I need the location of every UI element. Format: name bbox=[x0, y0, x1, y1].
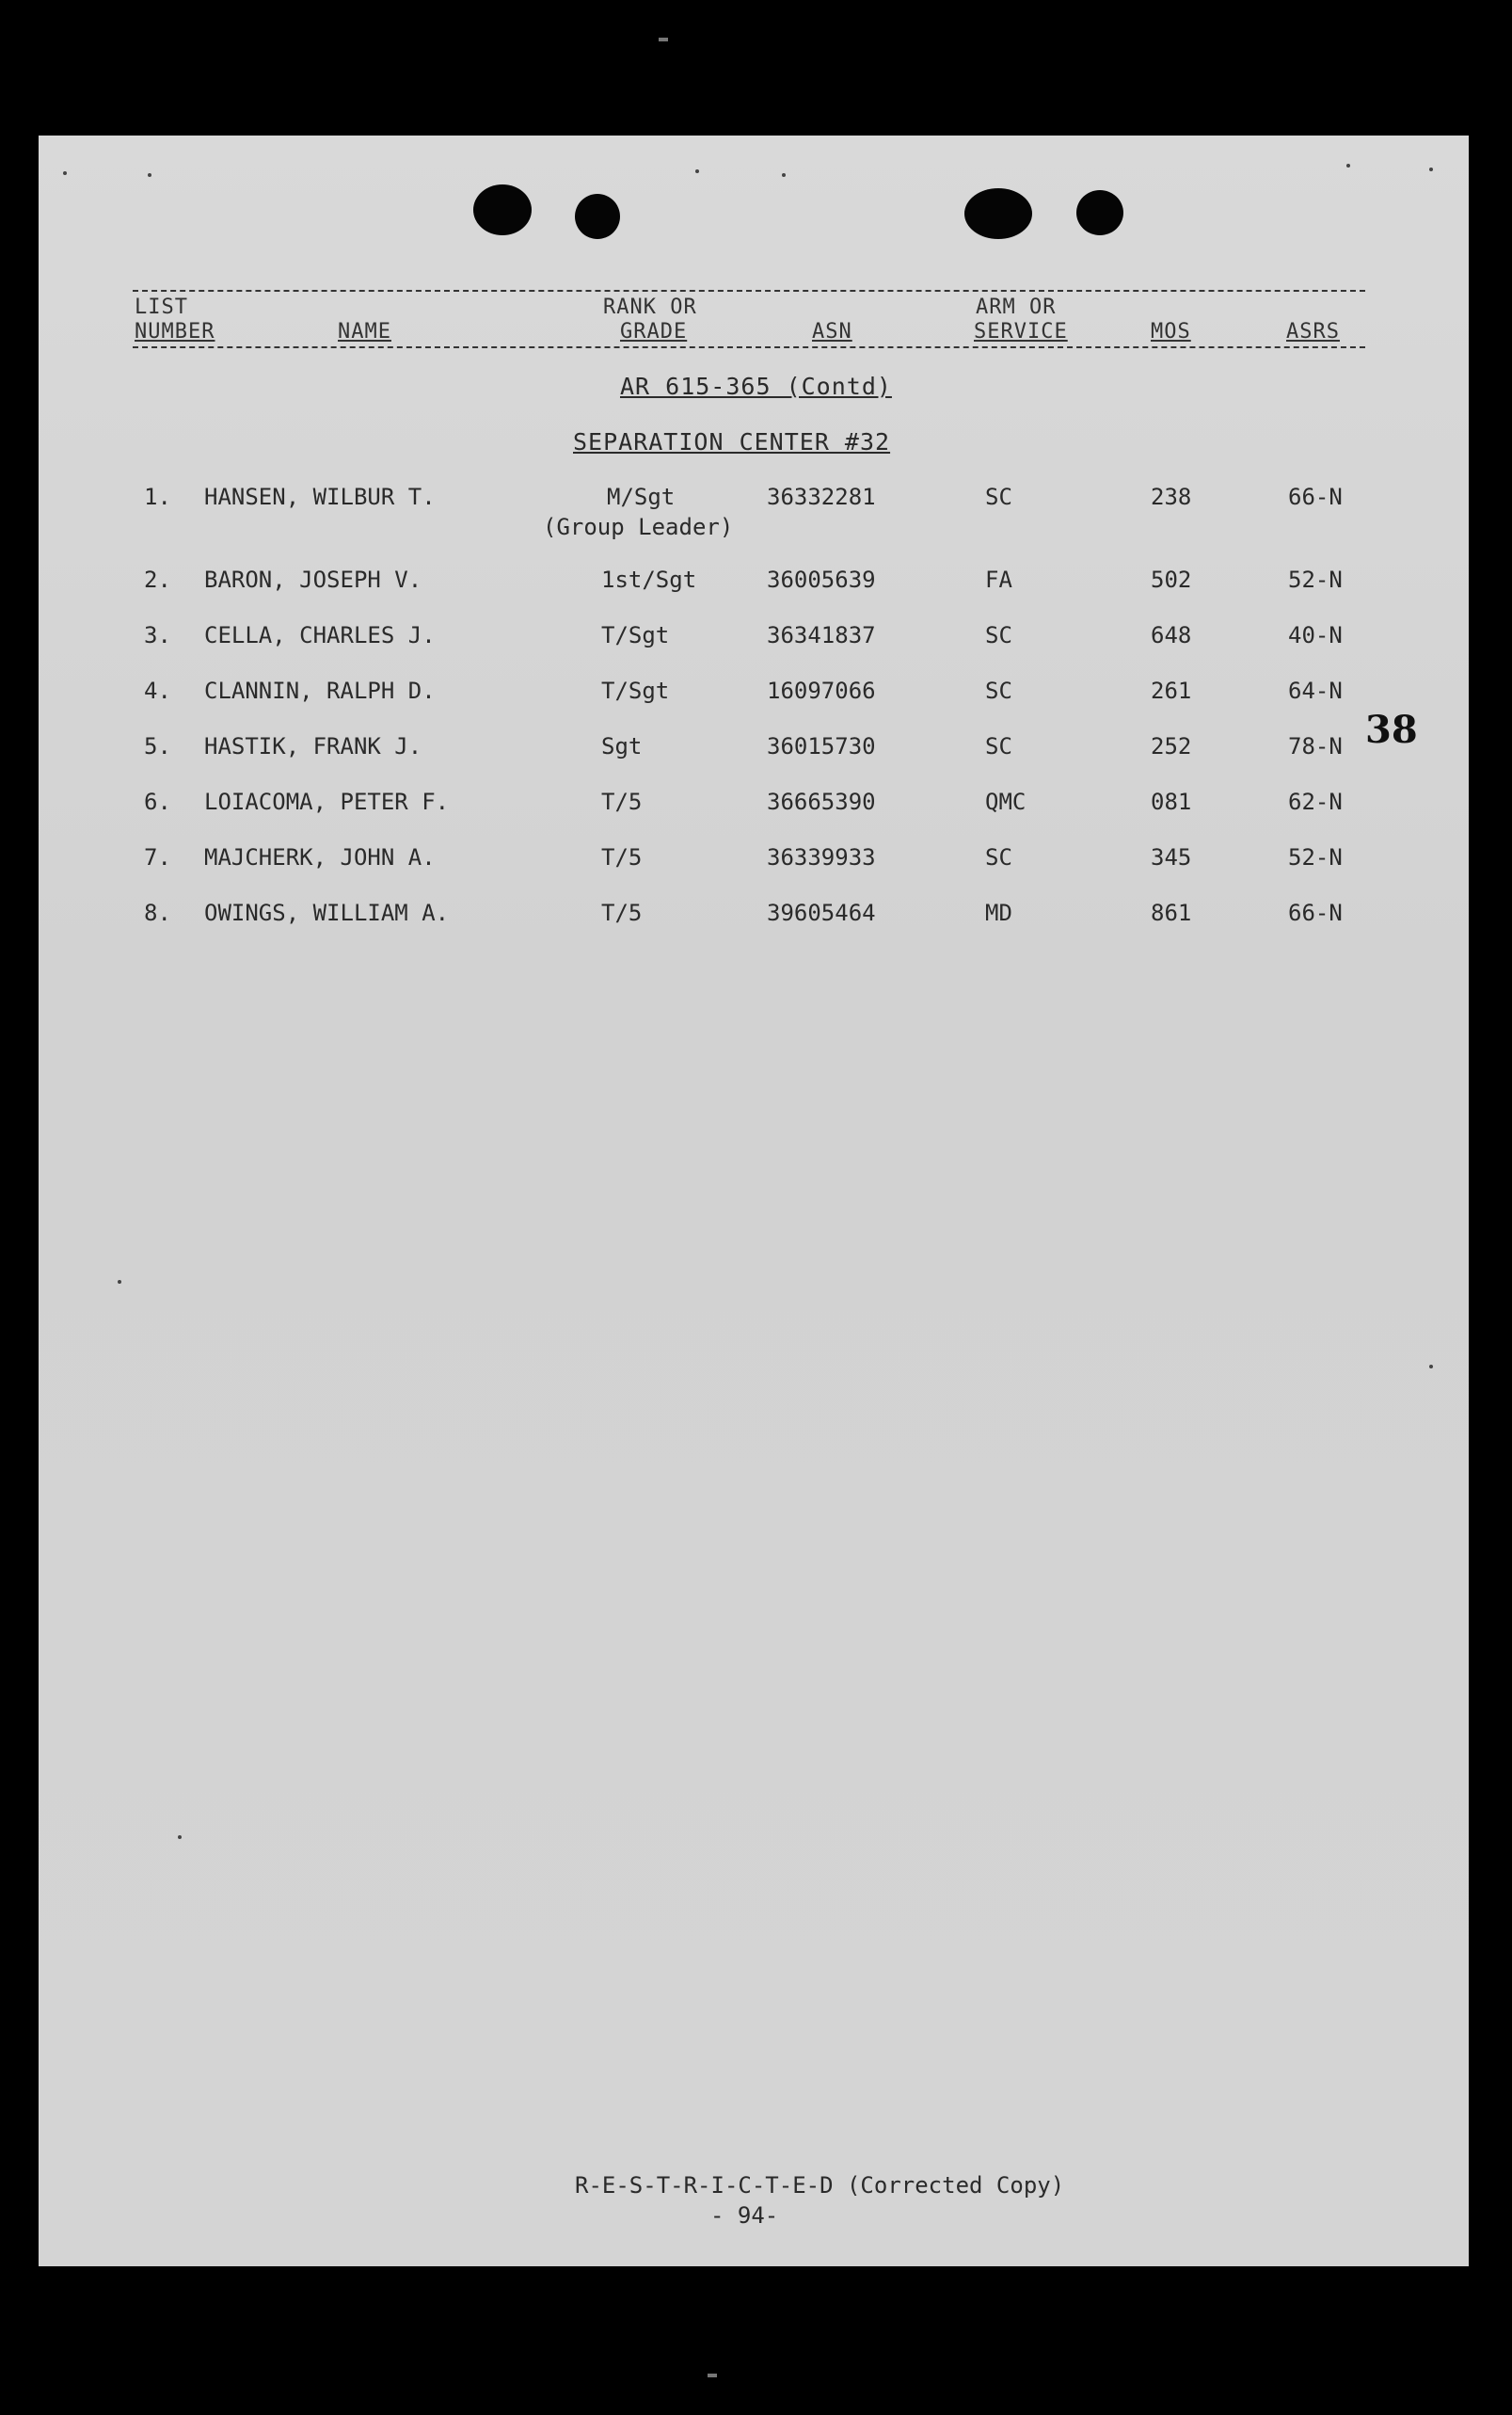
row-rank: M/Sgt bbox=[607, 484, 676, 510]
row-rank: T/Sgt bbox=[601, 622, 670, 648]
row-asrs: 52-N bbox=[1288, 844, 1343, 871]
row-rank: T/5 bbox=[601, 844, 643, 871]
table-row bbox=[39, 622, 1469, 656]
speck bbox=[1429, 168, 1433, 171]
row-mos: 252 bbox=[1151, 733, 1192, 760]
row-service: MD bbox=[985, 900, 1012, 926]
table-row bbox=[39, 733, 1469, 767]
row-asrs: 78-N bbox=[1288, 733, 1343, 760]
row-name: HANSEN, WILBUR T. bbox=[204, 484, 436, 510]
punch-hole bbox=[473, 184, 532, 235]
header-asrs: ASRS bbox=[1286, 320, 1340, 344]
header-arm-line1: ARM OR bbox=[976, 296, 1057, 319]
row-asrs: 62-N bbox=[1288, 789, 1343, 815]
row-rank: T/Sgt bbox=[601, 678, 670, 704]
row-asrs: 52-N bbox=[1288, 567, 1343, 593]
row-number: 7. bbox=[144, 844, 171, 871]
row-rank: T/5 bbox=[601, 789, 643, 815]
speck bbox=[63, 171, 67, 175]
row-rank: 1st/Sgt bbox=[601, 567, 697, 593]
row-name: HASTIK, FRANK J. bbox=[204, 733, 422, 760]
row-number: 4. bbox=[144, 678, 171, 704]
header-mos: MOS bbox=[1151, 320, 1191, 344]
row-asn: 39605464 bbox=[767, 900, 876, 926]
table-row bbox=[39, 844, 1469, 878]
header-bottom-rule bbox=[133, 346, 1365, 348]
row-asrs: 66-N bbox=[1288, 484, 1343, 510]
row-service: QMC bbox=[985, 789, 1027, 815]
row-number: 1. bbox=[144, 484, 171, 510]
row-number: 5. bbox=[144, 733, 171, 760]
speck bbox=[695, 169, 699, 173]
row-number: 3. bbox=[144, 622, 171, 648]
table-row bbox=[39, 567, 1469, 600]
punch-hole bbox=[1076, 190, 1123, 235]
speck bbox=[178, 1835, 182, 1839]
separation-center-caption: SEPARATION CENTER #32 bbox=[573, 428, 891, 456]
header-list-number-line2: NUMBER bbox=[135, 320, 215, 344]
table-row bbox=[39, 678, 1469, 712]
row-asn: 36341837 bbox=[767, 622, 876, 648]
document-page bbox=[39, 136, 1469, 2266]
page-number-footer: - 94- bbox=[710, 2202, 779, 2229]
group-leader-note: (Group Leader) bbox=[543, 514, 734, 540]
speck bbox=[782, 173, 786, 177]
row-mos: 081 bbox=[1151, 789, 1192, 815]
row-service: SC bbox=[985, 484, 1012, 510]
authority-caption: AR 615-365 (Contd) bbox=[620, 373, 892, 400]
table-row bbox=[39, 789, 1469, 823]
row-asn: 16097066 bbox=[767, 678, 876, 704]
row-asn: 36332281 bbox=[767, 484, 876, 510]
row-mos: 261 bbox=[1151, 678, 1192, 704]
row-name: LOIACOMA, PETER F. bbox=[204, 789, 450, 815]
speck bbox=[118, 1280, 121, 1284]
row-name: BARON, JOSEPH V. bbox=[204, 567, 422, 593]
edge-mark-top bbox=[659, 38, 668, 41]
row-asrs: 64-N bbox=[1288, 678, 1343, 704]
row-service: SC bbox=[985, 733, 1012, 760]
speck bbox=[148, 173, 151, 177]
punch-hole bbox=[575, 194, 620, 239]
header-arm-line2: SERVICE bbox=[974, 320, 1068, 344]
restriction-footer: R-E-S-T-R-I-C-T-E-D (Corrected Copy) bbox=[575, 2172, 1065, 2199]
row-service: SC bbox=[985, 844, 1012, 871]
row-asrs: 40-N bbox=[1288, 622, 1343, 648]
edge-mark-bottom bbox=[708, 2374, 717, 2377]
row-asn: 36005639 bbox=[767, 567, 876, 593]
row-name: OWINGS, WILLIAM A. bbox=[204, 900, 450, 926]
header-top-rule bbox=[133, 290, 1365, 292]
row-asn: 36665390 bbox=[767, 789, 876, 815]
row-mos: 502 bbox=[1151, 567, 1192, 593]
speck bbox=[1346, 164, 1350, 168]
row-asrs: 66-N bbox=[1288, 900, 1343, 926]
row-rank: Sgt bbox=[601, 733, 643, 760]
row-mos: 345 bbox=[1151, 844, 1192, 871]
row-service: SC bbox=[985, 678, 1012, 704]
row-service: SC bbox=[985, 622, 1012, 648]
margin-page-number: 38 bbox=[1365, 708, 1418, 752]
row-number: 8. bbox=[144, 900, 171, 926]
row-rank: T/5 bbox=[601, 900, 643, 926]
row-asn: 36339933 bbox=[767, 844, 876, 871]
row-number: 2. bbox=[144, 567, 171, 593]
table-row bbox=[39, 900, 1469, 934]
row-name: CLANNIN, RALPH D. bbox=[204, 678, 436, 704]
row-asn: 36015730 bbox=[767, 733, 876, 760]
header-list-number-line1: LIST bbox=[135, 296, 188, 319]
header-asn: ASN bbox=[812, 320, 852, 344]
row-mos: 648 bbox=[1151, 622, 1192, 648]
row-service: FA bbox=[985, 567, 1012, 593]
row-number: 6. bbox=[144, 789, 171, 815]
table-row bbox=[39, 484, 1469, 518]
row-mos: 861 bbox=[1151, 900, 1192, 926]
header-name: NAME bbox=[338, 320, 391, 344]
punch-hole bbox=[964, 188, 1032, 239]
header-rank-line1: RANK OR bbox=[603, 296, 697, 319]
header-rank-line2: GRADE bbox=[620, 320, 688, 344]
row-mos: 238 bbox=[1151, 484, 1192, 510]
speck bbox=[1429, 1365, 1433, 1368]
row-name: MAJCHERK, JOHN A. bbox=[204, 844, 436, 871]
row-name: CELLA, CHARLES J. bbox=[204, 622, 436, 648]
